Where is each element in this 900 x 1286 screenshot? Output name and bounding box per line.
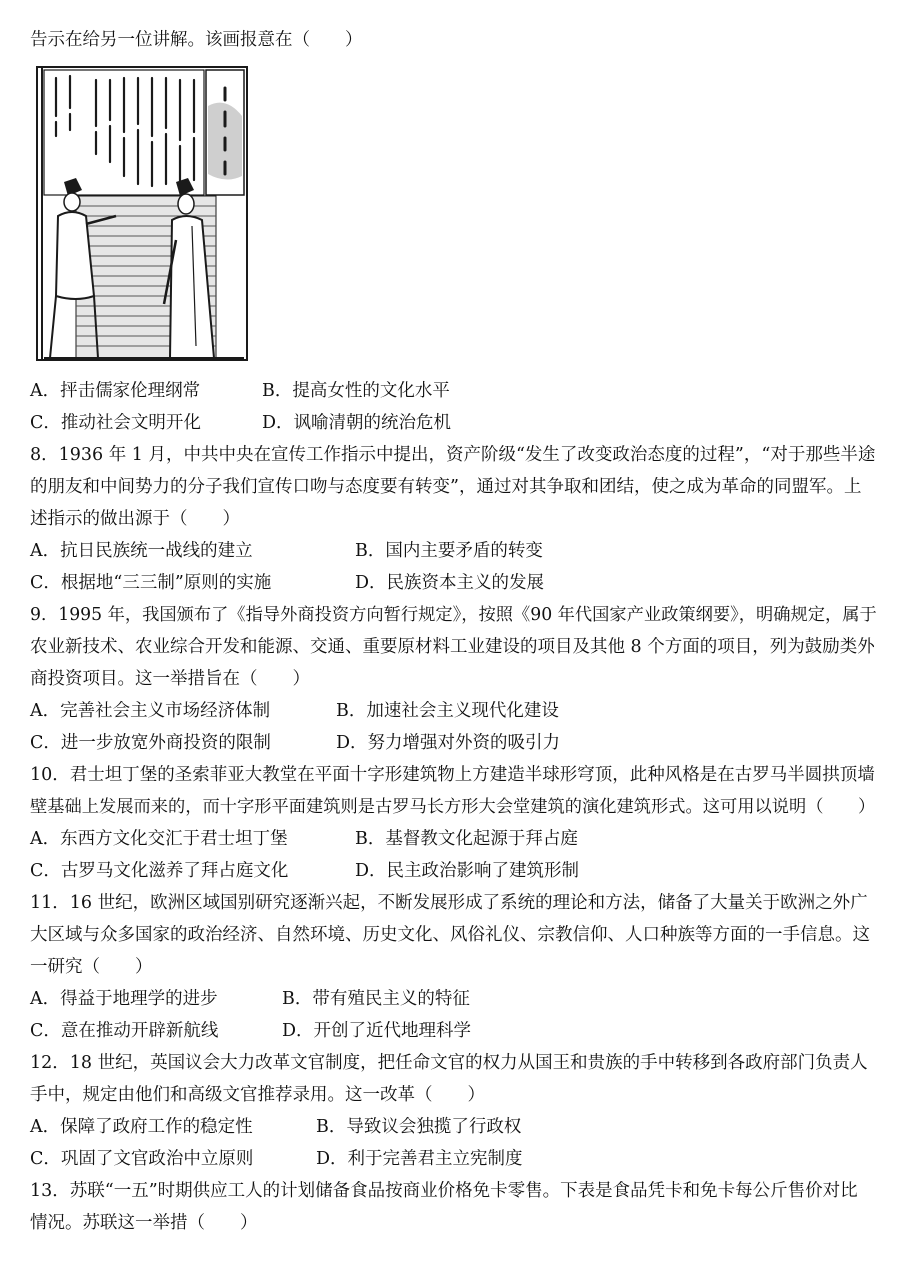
q11-stem-line-2: 大区域与众多国家的政治经济、自然环境、历史文化、风俗礼仪、宗教信仰、人口种族等方面的一手信息。这	[30, 925, 870, 945]
pictorial-illustration	[36, 66, 248, 361]
q8-option-d[interactable]: D．民族资本主义的发展	[355, 573, 545, 593]
q11-option-d[interactable]: D．开创了近代地理科学	[282, 1021, 472, 1041]
q7-option-d[interactable]: D．讽喻清朝的统治危机	[262, 413, 452, 433]
q8-stem-line-3: 述指示的做出源于（ ）	[30, 509, 240, 529]
q10-option-c[interactable]: C．古罗马文化滋养了拜占庭文化	[30, 861, 289, 881]
q11-option-b[interactable]: B．带有殖民主义的特征	[282, 989, 470, 1009]
q8-stem-line-1: 8．1936 年 1 月，中共中央在宣传工作指示中提出，资产阶级“发生了改变政治态度的过程”，“对于那些半途	[30, 445, 876, 465]
q7-option-a[interactable]: A．抨击儒家伦理纲常	[30, 381, 201, 401]
q13-stem-line-1: 13．苏联“一五”时期供应工人的计划储备食品按商业价格免卡零售。下表是食品凭卡和免卡每公斤售价对比	[30, 1181, 858, 1201]
q7-option-c[interactable]: C．推动社会文明开化	[30, 413, 201, 433]
q9-stem-line-1: 9．1995 年，我国颁布了《指导外商投资方向暂行规定》，按照《90 年代国家产业政策纲要》，明确规定，属于	[30, 605, 877, 625]
q12-option-b[interactable]: B．导致议会独揽了行政权	[316, 1117, 522, 1137]
q13-stem-line-2: 情况。苏联这一举措（ ）	[30, 1213, 258, 1233]
q10-stem-line-1: 10．君士坦丁堡的圣索菲亚大教堂在平面十字形建筑物上方建造半球形穹顶，此种风格是在古罗马半圆拱顶墙	[30, 765, 875, 785]
q12-option-d[interactable]: D．利于完善君主立宪制度	[316, 1149, 523, 1169]
q9-stem-line-2: 农业新技术、农业综合开发和能源、交通、重要原材料工业建设的项目及其他 8 个方面的项目，列为鼓励类外	[30, 637, 875, 657]
q9-option-a[interactable]: A．完善社会主义市场经济体制	[30, 701, 271, 721]
q10-option-b[interactable]: B．基督教文化起源于拜占庭	[355, 829, 578, 849]
q9-option-d[interactable]: D．努力增强对外资的吸引力	[336, 733, 561, 753]
q9-option-c[interactable]: C．进一步放宽外商投资的限制	[30, 733, 271, 753]
q11-option-a[interactable]: A．得益于地理学的进步	[30, 989, 218, 1009]
q12-option-a[interactable]: A．保障了政府工作的稳定性	[30, 1117, 253, 1137]
q11-stem-line-1: 11．16 世纪，欧洲区域国别研究逐渐兴起，不断发展形成了系统的理论和方法，储备了大量关于欧洲之外广	[30, 893, 868, 913]
q11-stem-line-3: 一研究（ ）	[30, 957, 153, 977]
q10-option-a[interactable]: A．东西方文化交汇于君士坦丁堡	[30, 829, 288, 849]
q12-stem-line-2: 手中，规定由他们和高级文官推荐录用。这一改革（ ）	[30, 1085, 485, 1105]
q12-stem-line-1: 12．18 世纪，英国议会大力改革文官制度，把任命文官的权力从国王和贵族的手中转移到各政府部门负责人	[30, 1053, 868, 1073]
q7-stem-tail: 告示在给另一位讲解。该画报意在（ ）	[30, 30, 363, 50]
q11-option-c[interactable]: C．意在推动开辟新航线	[30, 1021, 219, 1041]
q8-option-a[interactable]: A．抗日民族统一战线的建立	[30, 541, 253, 561]
q9-stem-line-3: 商投资项目。这一举措旨在（ ）	[30, 669, 310, 689]
q10-stem-line-2: 壁基础上发展而来的，而十字形平面建筑则是古罗马长方形大会堂建筑的演化建筑形式。这可用以说明（ ）	[30, 797, 876, 817]
q10-option-d[interactable]: D．民主政治影响了建筑形制	[355, 861, 580, 881]
q9-option-b[interactable]: B．加速社会主义现代化建设	[336, 701, 559, 721]
q12-option-c[interactable]: C．巩固了文官政治中立原则	[30, 1149, 254, 1169]
q8-stem-line-2: 的朋友和中间势力的分子我们宣传口吻与态度要有转变”，通过对其争取和团结，使之成为革命的同盟军。上	[30, 477, 862, 497]
q8-option-c[interactable]: C．根据地“三三制”原则的实施	[30, 573, 272, 593]
q7-option-b[interactable]: B．提高女性的文化水平	[262, 381, 450, 401]
q8-option-b[interactable]: B．国内主要矛盾的转变	[355, 541, 543, 561]
